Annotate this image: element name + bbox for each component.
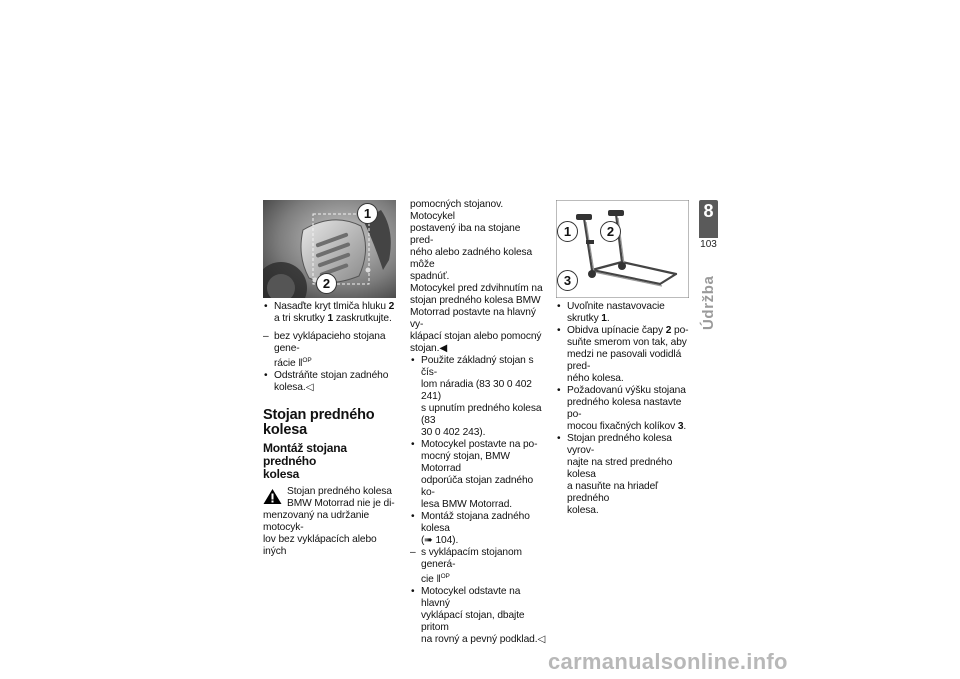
list-item: • Motocykel postavte na po- mocný stojan, BMW Motorrad odporúča stojan zadného ko- lesa BMW Motorrad. [410,439,546,511]
ref-number: 1 [601,313,607,324]
condition-line: – s vyklápacím stojanom generá- cie ‖$^{OP}$ [410,547,546,586]
step-text: zaskrutkujte. [333,313,392,324]
list-item [263,301,396,325]
list-item: • Požadovanú výšku stojana predného kolesa nastavte po- mocou fixačných kolíkov 3. [556,385,692,433]
warning-text: BMW Motorrad nie je di- [287,498,395,509]
callout-2: 2 [600,221,621,242]
step-text: Odstráňte stojan zadného [274,370,389,381]
condition-text: rácie [274,358,299,369]
callout-3: 3 [557,270,578,291]
pause-icon: ‖ [298,358,303,369]
pause-icon: ‖ [436,574,441,585]
option-badge: OP [302,357,312,364]
column-3 [556,301,692,517]
warning-block [263,486,396,558]
ref-number: 2 [665,325,672,336]
ref-number: 1 [327,313,334,324]
warning-text: menzovaný na udržanie motocyk- [263,510,370,533]
condition-line [263,331,396,370]
list-item: • Montáž stojana zadného kolesa (➠ 104). [410,511,546,547]
list-item: • Použite základný stojan s čís- lom náradia (83 30 0 402 241) s upnutím predného kolesa (83 30 0 402 243). [410,355,546,439]
condition-text: bez vyklápacieho stojana gene- [274,331,386,354]
muffler-cover-photo [263,200,396,298]
warning-text: lov bez vyklápacích alebo iných [263,534,377,557]
page-number: 103 [700,239,717,250]
section-heading: Stojan predného kolesa [263,407,375,438]
chapter-tab [699,200,718,236]
list-item: • Uvoľnite nastavovacie skrutky 1. [556,301,692,325]
subsection-heading: Montáž stojana predného kolesa [263,441,347,481]
paragraph: Motocykel pred zdvihnutím na stojan predného kolesa BMW Motorrad postavte na hlavný vy- klápací stojan alebo pomocný stojan.◀ [410,283,543,354]
page-link[interactable]: (➠ 104). [421,535,459,546]
step-text: Nasaďte kryt tlmiča hluku [274,301,389,312]
option-badge: OP [440,573,450,580]
watermark: carmanualsonline.info [548,649,788,674]
list-item [263,370,396,394]
list-item: • Stojan predného kolesa vyrov- najte na stred predného kolesa a nasuňte na hriadeľ predného kolesa. [556,433,692,517]
column-2 [410,199,546,646]
callout-1: 1 [357,203,378,224]
chapter-number: 8 [703,201,714,221]
step-text: a tri skrutky [274,313,328,324]
list-item: • Motocykel odstavte na hlavný vyklápací stojan, dbajte pritom na rovný a pevný podklad.◁ [410,586,546,646]
chapter-title: Údržba [700,275,717,330]
callout-1: 1 [557,221,578,242]
ref-number: 3 [677,421,684,432]
front-stand-figure [556,200,689,298]
ref-number: 2 [388,301,395,312]
warning-text: Stojan predného kolesa [287,486,392,497]
paragraph: pomocných stojanov. Motocykel postavený iba na stojane pred- ného alebo zadného kolesa môže spadnúť. [410,199,533,282]
warning-icon [263,488,282,505]
list-item: • Obidva upínacie čapy 2 po- suňte smerom von tak, aby medzi ne pasovali vodidlá pred- ného kolesa. [556,325,692,385]
callout-2: 2 [316,273,337,294]
chapter-divider [699,236,718,238]
step-text: kolesa.◁ [274,382,314,393]
column-1 [263,301,396,558]
